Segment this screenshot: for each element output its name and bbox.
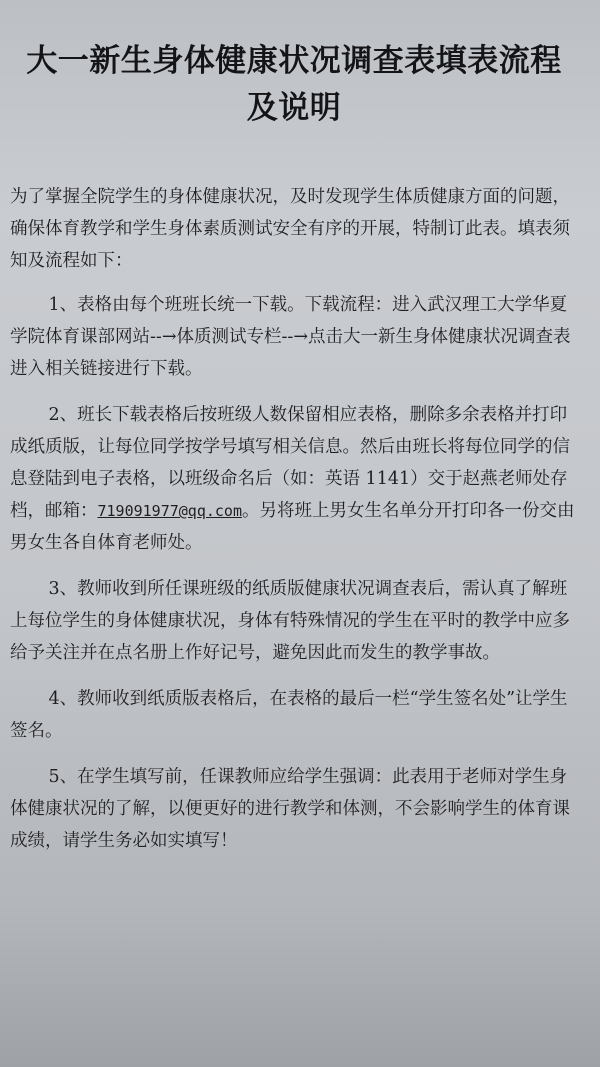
instruction-item-1: 1、表格由每个班班长统一下载。下载流程：进入武汉理工大学华夏学院体育课部网站--→体质测试专栏--→点击大一新生身体健康状况调查表进入相关链接进行下载。: [10, 295, 571, 379]
instruction-item-4: 4、教师收到纸质版表格后，在表格的最后一栏“学生签名处”让学生签名。: [10, 689, 568, 741]
instruction-item-2-text: 2、班长下载表格后按班级人数保留相应表格，删除多余表格并打印成纸质版，让每位同学按学号填写相关信息。然后由班长将每位同学的信息登陆到电子表格，以班级命名后（如：英语 1141）交于赵燕老师处存档，邮箱：: [10, 405, 570, 521]
title-line-2: 及说明: [246, 89, 342, 126]
email-address: 719091977@qq.com: [97, 502, 242, 520]
instruction-item-5: 5、在学生填写前，任课教师应给学生强调：此表用于老师对学生身体健康状况的了解，以便更好的进行教学和体测，不会影响学生的体育课成绩，请学生务必如实填写！: [10, 767, 570, 851]
instruction-item-2: [10, 399, 578, 559]
intro-paragraph: 为了掌握全院学生的身体健康状况，及时发现学生体质健康方面的问题，确保体育教学和学生身体素质测试安全有序的开展，特制订此表。填表须知及流程如下：: [10, 187, 570, 271]
document-title: [10, 38, 578, 131]
title-line-1: 大一新生身体健康状况调查表填表流程: [26, 43, 562, 79]
instruction-item-2-text-end: 。另将班上男女生名单分开打印各一份交由男女生各自体育老师处。: [10, 501, 575, 553]
instruction-item-3: 3、教师收到所任课班级的纸质版健康状况调查表后，需认真了解班上每位学生的身体健康状况，身体有特殊情况的学生在平时的教学中应多给予关注并在点名册上作好记号，避免因此而发生的教学事故。: [10, 579, 570, 663]
